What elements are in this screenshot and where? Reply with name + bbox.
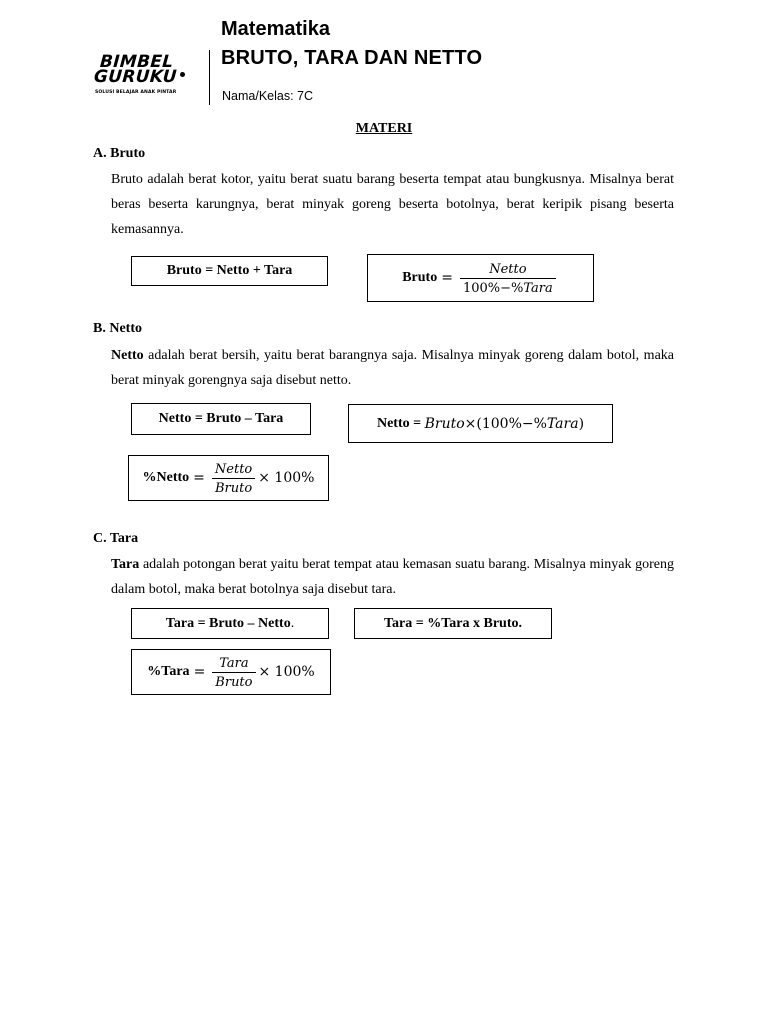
equals-sign: = [441, 270, 453, 286]
formula-netto-product-rest: ×(100%−% [464, 415, 547, 432]
heading-netto: B. Netto [93, 321, 142, 336]
fraction-denominator-b: Tara [523, 280, 553, 296]
paragraph-tara-lead: Tara [111, 557, 140, 572]
fraction-denominator-a: 100% [462, 280, 501, 296]
formula-tara-product-text: Tara = %Tara x Bruto. [383, 615, 522, 631]
formula-netto-percent [128, 455, 329, 501]
class-label: Nama/Kelas: 7C [222, 89, 314, 103]
paragraph-bruto: Bruto adalah berat kotor, yaitu berat suatu barang beserta tempat atau bungkusnya. Misalnya berat beras beserta karungnya, berat minyak goreng beserta botolnya, berat keripik pisang beserta kemasannya. [111, 172, 674, 237]
formula-tara-percent-tail: × 100% [258, 664, 315, 680]
formula-tara-diff-tail: . [290, 615, 295, 631]
paragraph-netto-body: adalah berat bersih, yaitu berat barangnya saja. Misalnya minyak goreng dalam botol, maka berat minyak gorengnya saja disebut netto. [111, 348, 674, 388]
formula-tara-percent-label: %Tara [147, 664, 190, 679]
logo-tagline: SOLUSI BELAJAR ANAK PINTAR [95, 90, 177, 95]
formula-bruto-sum-text: Bruto = Netto + Tara [166, 263, 293, 278]
formula-tara-percent [131, 649, 331, 695]
fraction-denominator: Bruto [214, 480, 253, 496]
fraction [212, 654, 255, 691]
heading-tara: C. Tara [93, 531, 139, 546]
formula-netto-percent-tail: × 100% [258, 470, 315, 486]
paragraph-tara-body: adalah potongan berat yaitu berat tempat atau kemasan suatu barang. Misalnya minyak goreng dalam botol, maka berat botolnya saja disebut tara. [111, 557, 674, 597]
paragraph-netto [111, 343, 674, 393]
logo-line2: GURUKU [93, 67, 178, 87]
logo-dot-icon [180, 72, 185, 77]
formula-bruto-fraction-label: Bruto [402, 270, 438, 285]
equals-sign: = [193, 470, 205, 486]
paragraph-tara [111, 552, 674, 602]
document-title: BRUTO, TARA DAN NETTO [221, 47, 483, 69]
fraction-numerator: Netto [214, 461, 253, 477]
fraction-denominator-op: −% [500, 280, 524, 296]
header-divider [209, 50, 210, 105]
logo-line1: BIMBEL [99, 52, 175, 72]
formula-bruto-fraction [367, 254, 594, 302]
equals-sign: = [193, 664, 206, 680]
subject-title: Matematika [221, 18, 330, 40]
formula-netto-percent-label: %Netto [142, 470, 190, 485]
formula-netto-product [348, 404, 613, 443]
formula-netto-product-var: Bruto [424, 415, 465, 432]
formula-netto-diff [131, 403, 311, 435]
fraction-denominator: Bruto [215, 674, 253, 690]
paragraph-netto-lead: Netto [111, 348, 144, 363]
section-title-text: MATERI [355, 121, 413, 136]
fraction [460, 260, 556, 297]
fraction-numerator: Tara [219, 655, 249, 671]
formula-tara-diff-text: Tara = Bruto – Netto [165, 615, 291, 631]
formula-bruto-sum [131, 256, 328, 286]
formula-netto-product-close: ) [578, 415, 585, 432]
heading-bruto: A. Bruto [93, 146, 146, 161]
fraction [212, 460, 255, 497]
bimbel-guruku-logo [93, 54, 193, 100]
section-title [0, 121, 768, 137]
formula-tara-product [354, 608, 552, 639]
fraction-numerator: Netto [489, 261, 527, 277]
formula-netto-product-var2: Tara [546, 415, 579, 432]
formula-netto-product-label: Netto = [376, 415, 422, 431]
formula-tara-diff [131, 608, 329, 639]
formula-netto-diff-text: Netto = Bruto – Tara [158, 411, 284, 426]
